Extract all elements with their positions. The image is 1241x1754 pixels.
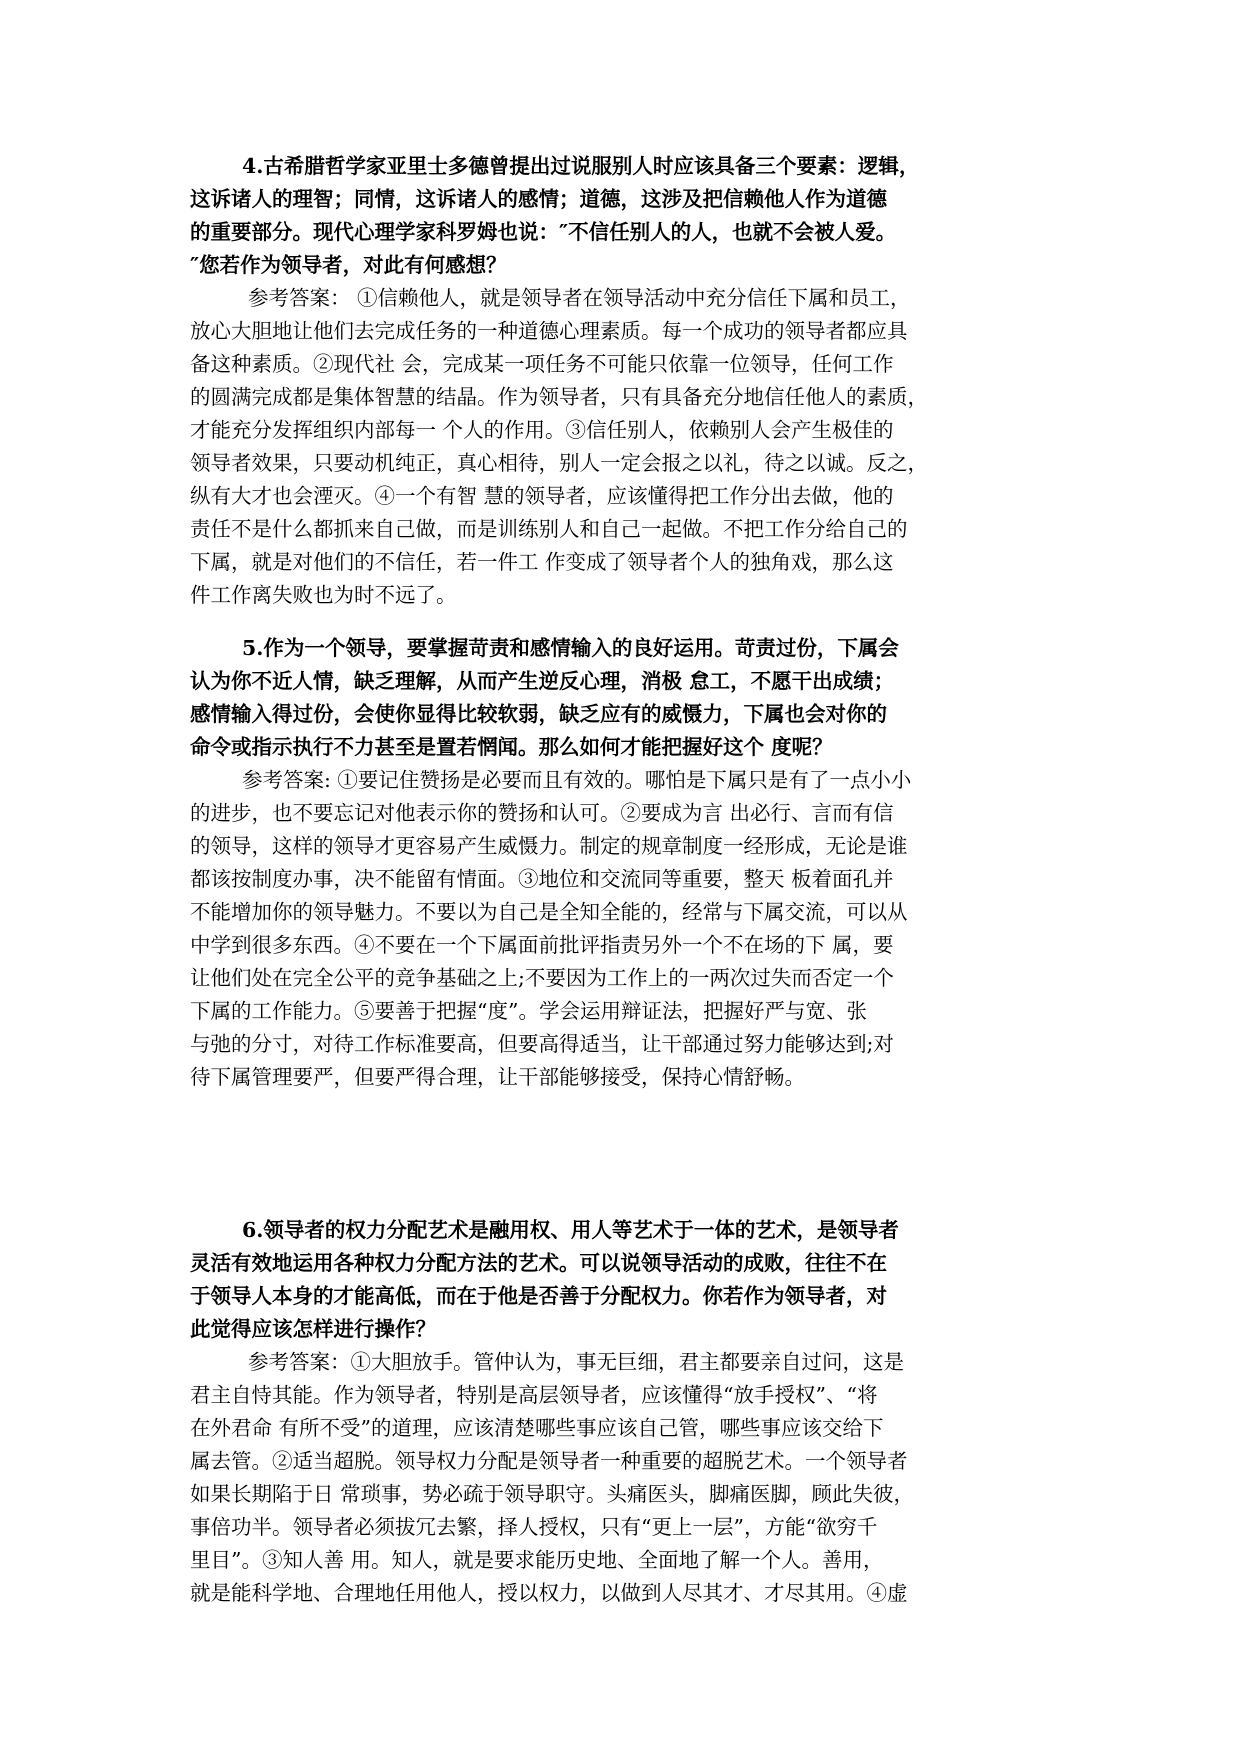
- answer-4: [190, 282, 1050, 612]
- question-line: 4.古希腊哲学家亚里士多德曾提出过说服别人时应该具备三个要素：逻辑，: [242, 154, 920, 178]
- answer-line: 参考答案: ①要记住赞扬是必要而且有效的。哪怕是下属只是有了一点小小: [242, 768, 912, 792]
- question-line: 灵活有效地运用各种权力分配方法的艺术。可以说领导活动的成败，往往不在: [190, 1251, 887, 1275]
- answer-line: 的圆满完成都是集体智慧的结晶。作为领导者，只有具备充分地信任他人的素质，: [190, 385, 928, 409]
- question-4: [190, 150, 1050, 282]
- answer-line: 参考答案：①大胆放手。管仲认为，事无巨细，君主都要亲自过问，这是: [248, 1350, 904, 1374]
- question-line: 此觉得应该怎样进行操作？: [190, 1317, 436, 1341]
- answer-line: 的领导，这样的领导才更容易产生威慑力。制定的规章制度一经形成，无论是谁: [190, 834, 908, 858]
- answer-line: 下属，就是对他们的不信任，若一件工 作变成了领导者个人的独角戏，那么这: [190, 550, 894, 574]
- answer-line: 与弛的分寸，对待工作标准要高，但要高得适当，让干部通过努力能够达到;对: [190, 1032, 894, 1056]
- question-line: 6.领导者的权力分配艺术是融用权、用人等艺术于一体的艺术，是领导者: [242, 1218, 899, 1242]
- question-line: 的重要部分。现代心理学家科罗姆也说：″不信任别人的人，也就不会被人爱。: [190, 220, 897, 244]
- answer-line: 参考答案： ①信赖他人，就是领导者在领导活动中充分信任下属和员工，: [248, 286, 911, 310]
- answer-line: 中学到很多东西。④不要在一个下属面前批评指责另外一个不在场的下 属，要: [190, 933, 894, 957]
- answer-line: 不能增加你的领导魅力。不要以为自己是全知全能的，经常与下属交流，可以从: [190, 900, 908, 924]
- answer-line: 的进步，也不要忘记对他表示你的赞扬和认可。②要成为言 出必行、言而有信: [190, 801, 894, 825]
- answer-line: 如果长期陷于日 常琐事，势必疏于领导职守。头痛医头，脚痛医脚，顾此失彼，: [190, 1482, 915, 1506]
- answer-line: 下属的工作能力。⑤要善于把握“度”。学会运用辩证法，把握好严与宽、张: [190, 999, 867, 1023]
- question-line: 感情输入得过份，会使你显得比较软弱，缺乏应有的威慑力，下属也会对你的: [190, 702, 887, 726]
- answer-line: 都该按制度办事，决不能留有情面。③地位和交流同等重要，整天 板着面孔并: [190, 867, 894, 891]
- answer-line: 君主自恃其能。作为领导者，特别是高层领导者，应该懂得“放手授权”、“将: [190, 1383, 878, 1407]
- answer-line: 领导者效果，只要动机纯正，真心相待，别人一定会报之以礼，待之以诚。反之，: [190, 451, 928, 475]
- answer-line: 事倍功半。领导者必须拔冗去繁，择人授权，只有“更上一层”，方能“欲穷千: [190, 1515, 878, 1539]
- question-line: 命令或指示执行不力甚至是置若惘闻。那么如何才能把握好这个 度呢？: [190, 735, 833, 759]
- answer-line: 待下属管理要严，但要严得合理，让干部能够接受，保持心情舒畅。: [190, 1065, 805, 1089]
- answer-line: 属去管。②适当超脱。领导权力分配是领导者一种重要的超脱艺术。一个领导者: [190, 1449, 908, 1473]
- question-line: 于领导人本身的才能高低，而在于他是否善于分配权力。你若作为领导者，对: [190, 1284, 887, 1308]
- answer-line: 件工作离失败也为时不远了。: [190, 583, 457, 607]
- answer-line: 让他们处在完全公平的竞争基础之上;不要因为工作上的一两次过失而否定一个: [190, 966, 894, 990]
- answer-line: 纵有大才也会湮灭。④一个有智 慧的领导者，应该懂得把工作分出去做，他的: [190, 484, 894, 508]
- answer-6: [190, 1346, 1050, 1610]
- question-line: 这诉诸人的理智；同情，这诉诸人的感情；道德，这涉及把信赖他人作为道德: [190, 187, 887, 211]
- question-line: ″您若作为领导者，对此有何感想？: [190, 253, 507, 277]
- answer-5: [190, 764, 1050, 1094]
- answer-line: 放心大胆地让他们去完成任务的一种道德心理素质。每一个成功的领导者都应具: [190, 319, 908, 343]
- question-5: [190, 632, 1050, 764]
- answer-line: 里目”。③知人善 用。知人，就是要求能历史地、全面地了解一个人。善用，: [190, 1548, 884, 1572]
- question-line: 认为你不近人情，缺乏理解，从而产生逆反心理，消极 怠工，不愿干出成绩；: [190, 669, 895, 693]
- answer-line: 才能充分发挥组织内部每一 个人的作用。③信任别人，依赖别人会产生极佳的: [190, 418, 894, 442]
- answer-line: 在外君命 有所不受”的道理，应该清楚哪些事应该自己管，哪些事应该交给下: [190, 1416, 884, 1440]
- question-6: [190, 1214, 1050, 1346]
- question-line: 5.作为一个领导，要掌握苛责和感情输入的良好运用。苛责过份，下属会: [242, 636, 899, 660]
- answer-line: 责任不是什么都抓来自己做，而是训练别人和自己一起做。不把工作分给自己的: [190, 517, 908, 541]
- answer-line: 就是能科学地、合理地任用他人，授以权力，以做到人尽其才、才尽其用。④虚: [190, 1581, 908, 1605]
- answer-line: 备这种素质。②现代社 会，完成某一项任务不可能只依靠一位领导，任何工作: [190, 352, 894, 376]
